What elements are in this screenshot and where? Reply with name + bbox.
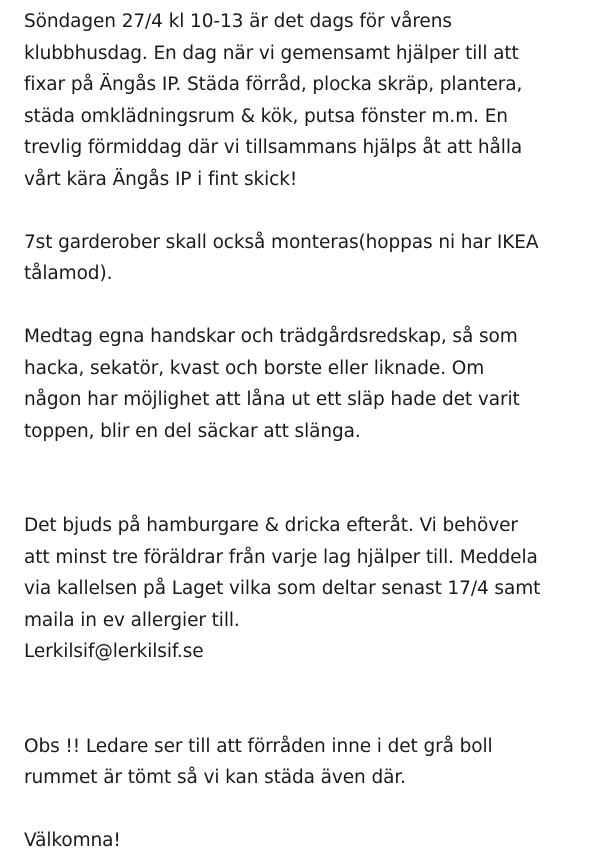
equipment-paragraph: Medtag egna handskar och trädgårdsredskap, så som hacka, sekatör, kvast och borste eller liknade. Om någon har möjlighet att låna ut ett släp hade det varit toppen, blir en del säckar att slänga. [24,326,520,442]
contact-email: Lerkilsif@lerkilsif.se [24,641,204,662]
wardrobe-paragraph: 7st garderober skall också monteras(hoppas ni har IKEA tålamod). [24,231,539,284]
storage-note-paragraph: Obs !! Ledare ser till att förråden inne i det grå boll rummet är tömt så vi kan städa även där. [24,735,493,788]
food-paragraph [24,479,586,700]
food-paragraph-text: Det bjuds på hamburgare & dricka efteråt. Vi behöver att minst tre föräldrar från varje lag hjälper till. Meddela via kallelsen på Laget vilka som deltar senast 17/4 samt maila in ev allergier till. [24,515,541,631]
welcome-text: Välkomna! [24,830,121,851]
intro-paragraph: Söndagen 27/4 kl 10-13 är det dags för vårens klubbhusdag. En dag när vi gemensamt hjälper till att fixar på Ängås IP. Städa förråd, plocka skräp, plantera, städa omklädningsrum & kök, putsa fönster m.m. En trevlig förmiddag där vi tillsammans hjälps åt att hålla vårt kära Ängås IP i fint skick! [24,11,523,190]
